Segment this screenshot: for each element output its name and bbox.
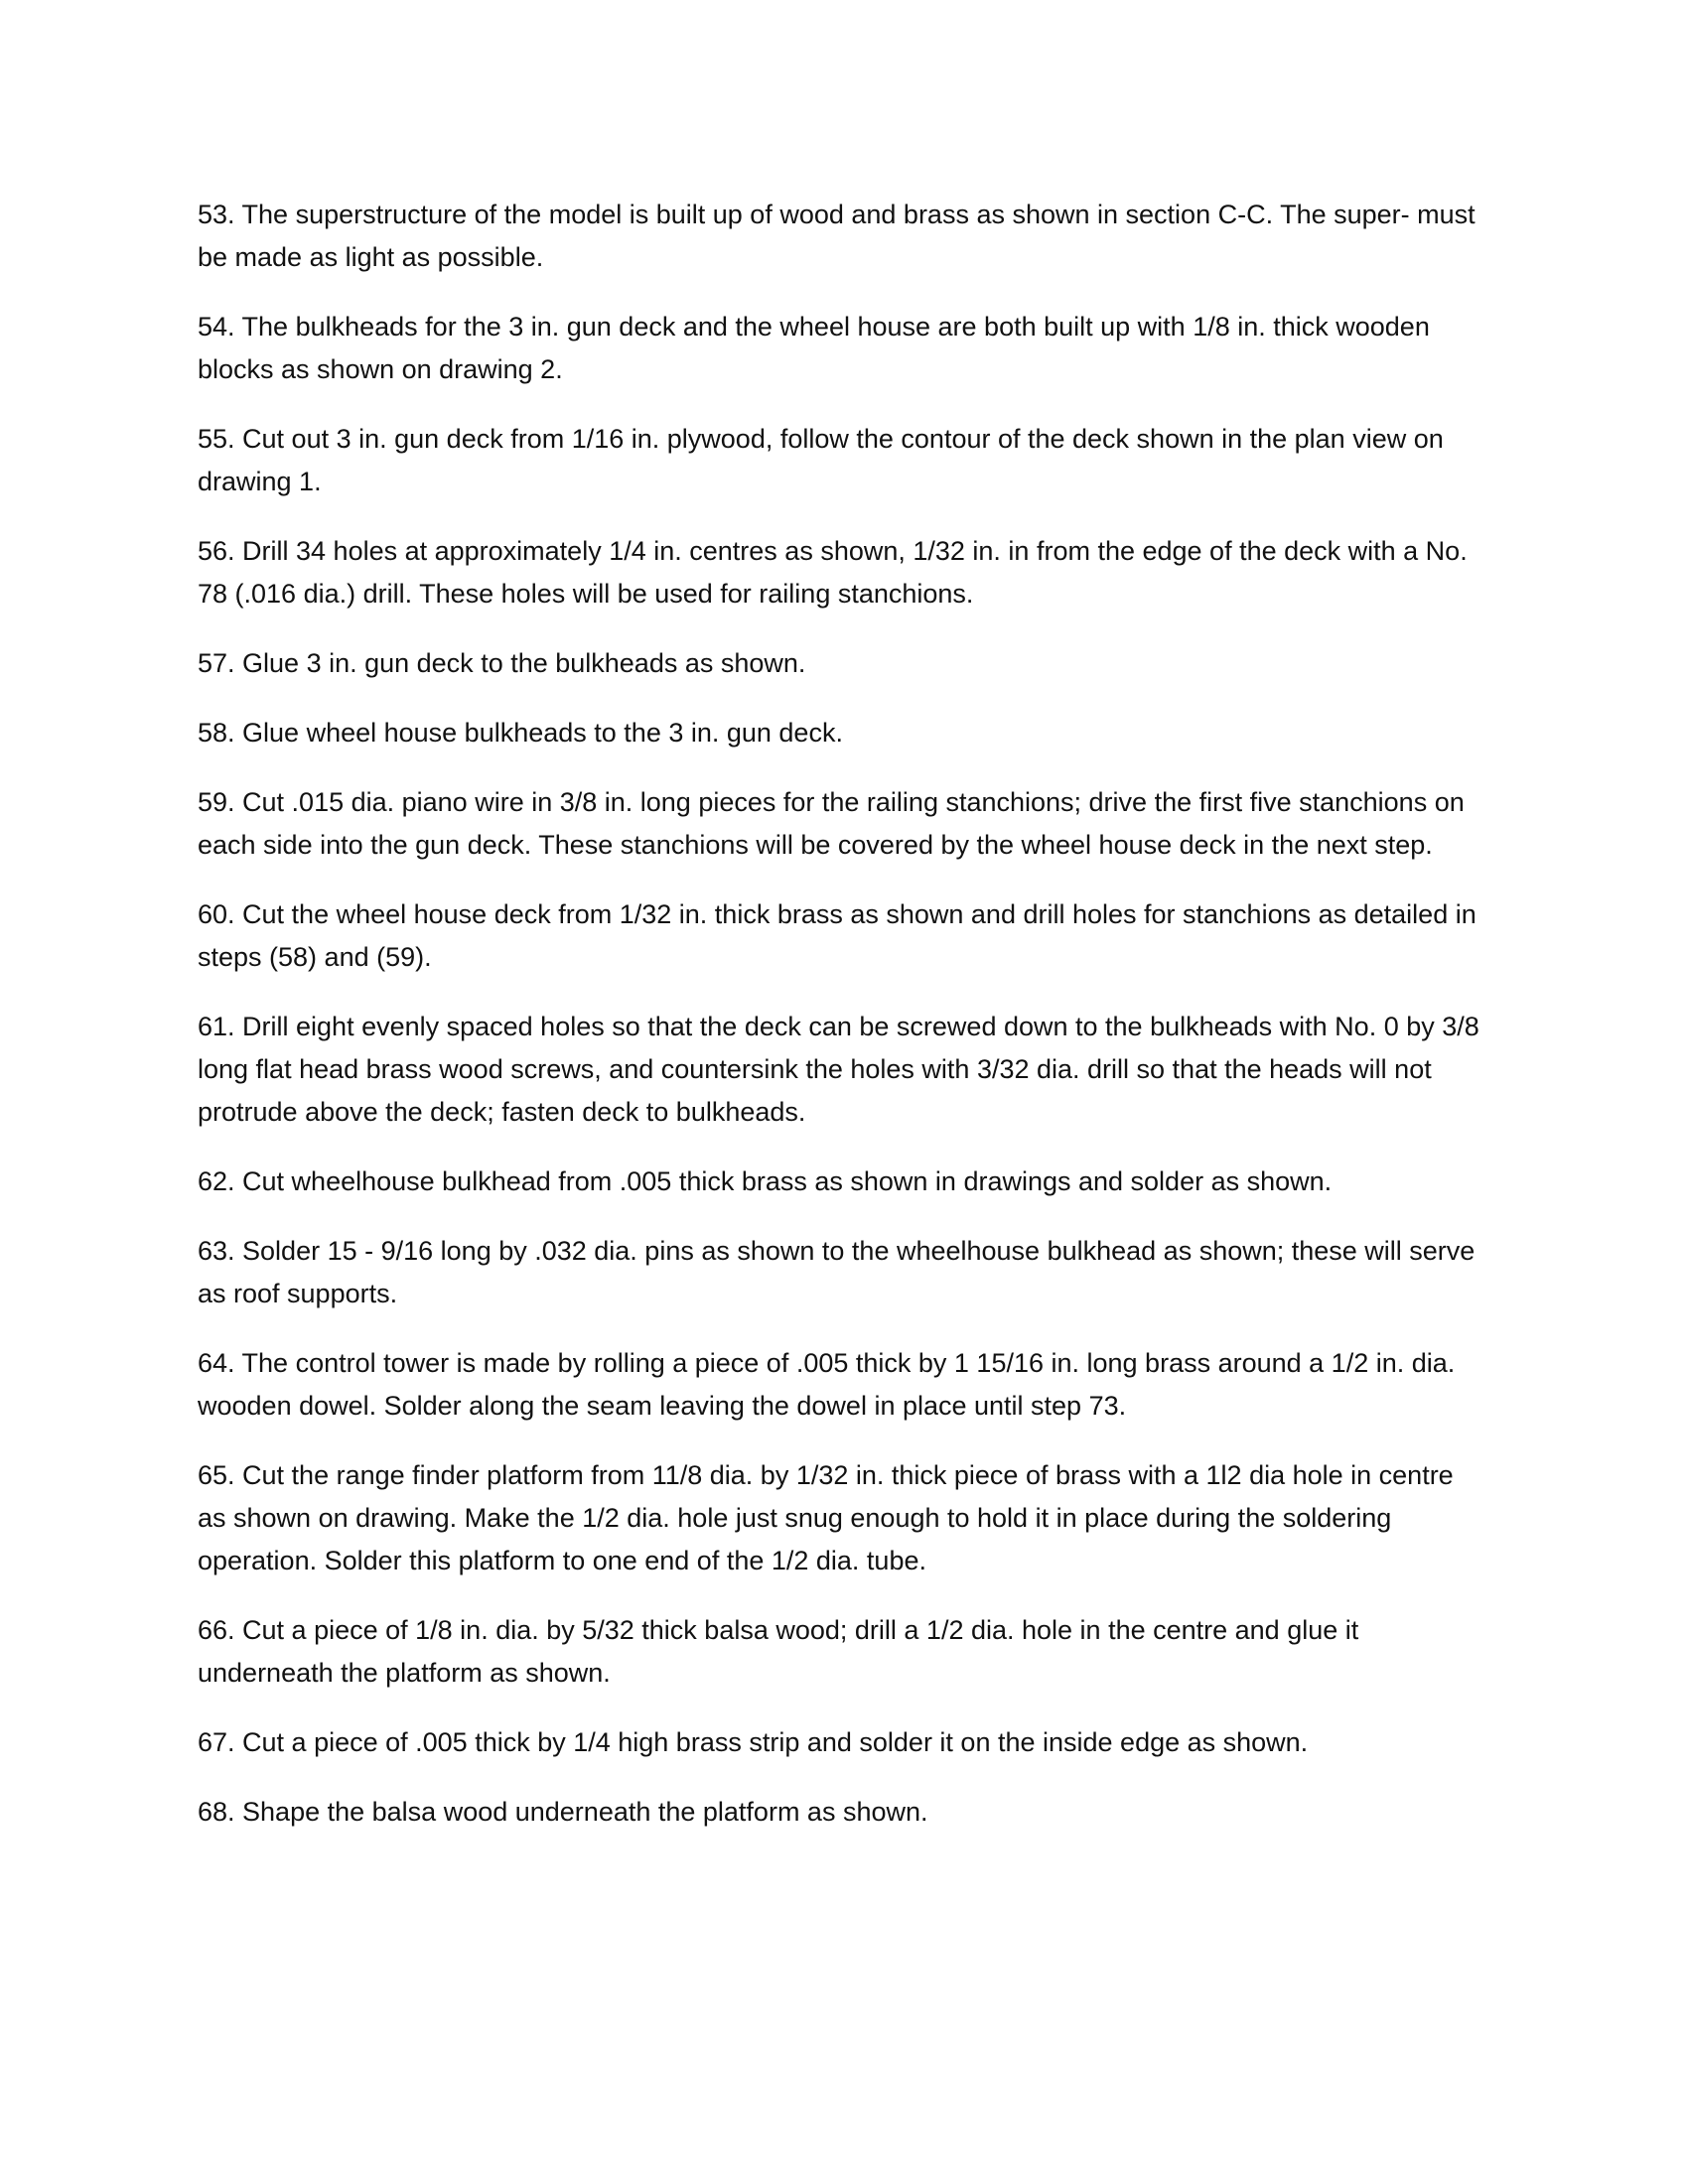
step-54: 54. The bulkheads for the 3 in. gun deck and the wheel house are both built up with 1/8 in. thick wooden blocks as shown on drawing 2. — [198, 312, 1430, 384]
instruction-page — [198, 194, 1488, 1860]
step-58: 58. Glue wheel house bulkheads to the 3 in. gun deck. — [198, 718, 843, 748]
step-68: 68. Shape the balsa wood underneath the platform as shown. — [198, 1797, 928, 1827]
step-65: 65. Cut the range finder platform from 11/8 dia. by 1/32 in. thick piece of brass with a 1l2 dia hole in centre as shown on drawing. Make the 1/2 dia. hole just snug enough to hold it in place during the soldering operation. Solder this platform to one end of the 1/2 dia. tube. — [198, 1460, 1454, 1575]
step-62: 62. Cut wheelhouse bulkhead from .005 thick brass as shown in drawings and solder as shown. — [198, 1166, 1333, 1196]
step-63: 63. Solder 15 - 9/16 long by .032 dia. pins as shown to the wheelhouse bulkhead as shown; these will serve as roof supports. — [198, 1236, 1476, 1308]
step-57: 57. Glue 3 in. gun deck to the bulkheads as shown. — [198, 648, 806, 678]
step-53: 53. The superstructure of the model is built up of wood and brass as shown in section C-C. The super- must be made as light as possible. — [198, 200, 1476, 272]
step-64: 64. The control tower is made by rolling a piece of .005 thick by 1 15/16 in. long brass around a 1/2 in. dia. wooden dowel. Solder along the seam leaving the dowel in place until step 73. — [198, 1348, 1456, 1421]
step-59: 59. Cut .015 dia. piano wire in 3/8 in. long pieces for the railing stanchions; drive the first five stanchions on each side into the gun deck. These stanchions will be covered by the wheel house deck in the next step. — [198, 787, 1465, 860]
step-56: 56. Drill 34 holes at approximately 1/4 in. centres as shown, 1/32 in. in from the edge of the deck with a No. 78 (.016 dia.) drill. These holes will be used for railing stanchions. — [198, 536, 1468, 609]
step-67: 67. Cut a piece of .005 thick by 1/4 high brass strip and solder it on the inside edge as shown. — [198, 1727, 1309, 1757]
step-61: 61. Drill eight evenly spaced holes so that the deck can be screwed down to the bulkheads with No. 0 by 3/8 long flat head brass wood screws, and countersink the holes with 3/32 dia. drill so that the heads will not protrude above the deck; fasten deck to bulkheads. — [198, 1012, 1479, 1127]
step-66: 66. Cut a piece of 1/8 in. dia. by 5/32 thick balsa wood; drill a 1/2 dia. hole in the centre and glue it underneath the platform as shown. — [198, 1615, 1359, 1688]
step-55: 55. Cut out 3 in. gun deck from 1/16 in. plywood, follow the contour of the deck shown in the plan view on drawing 1. — [198, 424, 1444, 496]
step-60: 60. Cut the wheel house deck from 1/32 in. thick brass as shown and drill holes for stanchions as detailed in steps (58) and (59). — [198, 899, 1477, 972]
